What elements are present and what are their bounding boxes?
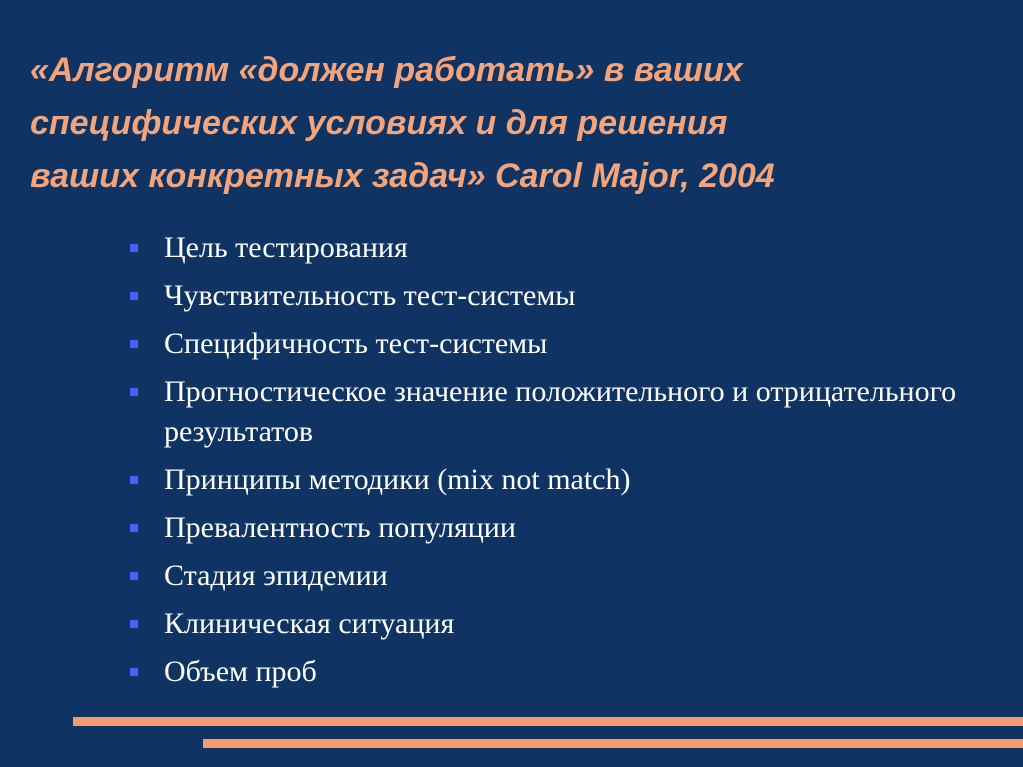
bullet-item xyxy=(130,324,990,364)
bullet-text: Чувствительность тест-системы xyxy=(164,279,576,312)
bullet-item xyxy=(130,604,990,644)
bullet-item xyxy=(130,228,990,268)
bullet-item xyxy=(130,556,990,596)
bullet-text: Превалентность популяции xyxy=(164,511,516,544)
bullet-text: Прогностическое значение положительного и отрицательного результатов xyxy=(164,375,957,448)
square-bullet-icon xyxy=(130,340,138,348)
bullet-text: Клиническая ситуация xyxy=(164,607,455,640)
bullet-item xyxy=(130,460,990,500)
bullet-item xyxy=(130,508,990,548)
square-bullet-icon xyxy=(130,572,138,580)
square-bullet-icon xyxy=(130,620,138,628)
bullet-list xyxy=(130,228,990,700)
bullet-item xyxy=(130,276,990,316)
square-bullet-icon xyxy=(130,244,138,252)
square-bullet-icon xyxy=(130,292,138,300)
accent-rule-top xyxy=(73,717,1023,726)
square-bullet-icon xyxy=(130,524,138,532)
bullet-item xyxy=(130,372,990,452)
bullet-text: Принципы методики (mix not match) xyxy=(164,463,631,496)
bullet-text: Цель тестирования xyxy=(164,231,408,264)
slide-title: «Алгоритм «должен работать» в ваших специфических условиях и для решения ваших конкретных задач» Carol Major, 2004 xyxy=(30,51,775,195)
accent-rule-bottom xyxy=(203,739,1023,748)
square-bullet-icon xyxy=(130,388,138,396)
square-bullet-icon xyxy=(130,668,138,676)
bullet-text: Объем проб xyxy=(164,655,317,688)
bullet-text: Стадия эпидемии xyxy=(164,559,388,592)
bullet-item xyxy=(130,652,990,692)
square-bullet-icon xyxy=(130,476,138,484)
bullet-text: Специфичность тест-системы xyxy=(164,327,548,360)
